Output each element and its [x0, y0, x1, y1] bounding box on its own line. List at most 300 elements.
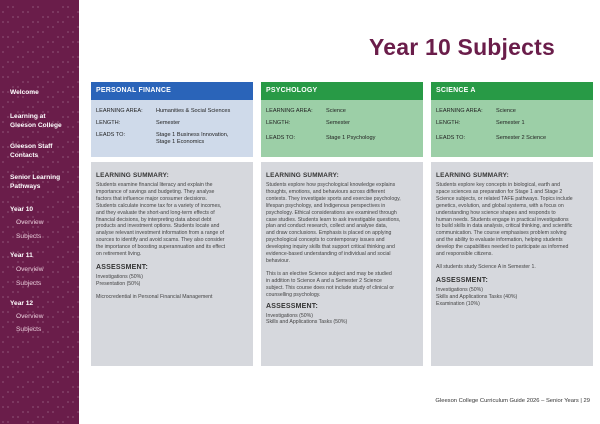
sidebar-pattern-dot — [32, 6, 34, 8]
sidebar-pattern-dot — [77, 41, 79, 43]
sidebar-pattern-dot — [57, 91, 59, 93]
sidebar-pattern-dot — [62, 321, 64, 323]
sidebar-pattern-dot — [67, 226, 69, 228]
sidebar-pattern-dot — [17, 86, 19, 88]
sidebar-pattern-dot — [27, 26, 29, 28]
sidebar-pattern-dot — [52, 271, 54, 273]
sidebar-pattern-dot — [47, 316, 49, 318]
sidebar-pattern-dot — [32, 131, 34, 133]
sidebar-pattern-dot — [7, 296, 9, 298]
sidebar-pattern-dot — [52, 381, 54, 383]
sidebar-pattern-dot — [7, 156, 9, 158]
sidebar-pattern-dot — [62, 61, 64, 63]
learning-summary-text — [96, 182, 248, 258]
nav-year11-overview[interactable]: Overview — [16, 266, 44, 273]
nav-senior-pathways[interactable] — [10, 174, 60, 191]
sidebar-pattern-dot — [32, 76, 34, 78]
sidebar-pattern-dot — [2, 406, 4, 408]
sidebar-pattern-dot — [2, 241, 4, 243]
sidebar-pattern-dot — [62, 76, 64, 78]
learning-summary-heading: LEARNING SUMMARY: — [436, 172, 509, 179]
sidebar-pattern-dot — [17, 196, 19, 198]
summary-line: contexts. They investigate sports and exercise psychology, — [266, 195, 401, 202]
sidebar-pattern-dot — [47, 246, 49, 248]
sidebar-pattern-dot — [42, 346, 44, 348]
sidebar-pattern-dot — [52, 66, 54, 68]
sidebar-pattern-dot — [27, 421, 29, 423]
sidebar-pattern-dot — [12, 196, 14, 198]
sidebar-pattern-dot — [17, 401, 19, 403]
sidebar-pattern-dot — [22, 11, 24, 13]
meta-value: Stage 1 Psychology — [326, 135, 376, 141]
sidebar-pattern-dot — [42, 321, 44, 323]
sidebar-pattern-dot — [7, 61, 9, 63]
sidebar-pattern-dot — [62, 36, 64, 38]
sidebar-pattern-dot — [62, 146, 64, 148]
sidebar-pattern-dot — [47, 71, 49, 73]
sidebar-pattern-dot — [47, 346, 49, 348]
sidebar-pattern-dot — [67, 391, 69, 393]
sidebar-pattern-dot — [52, 96, 54, 98]
sidebar-pattern-dot — [62, 46, 64, 48]
sidebar-pattern-dot — [47, 81, 49, 83]
sidebar-pattern-dot — [77, 121, 79, 123]
sidebar-pattern-dot — [42, 211, 44, 213]
sidebar-pattern-dot — [67, 211, 69, 213]
sidebar-pattern-dot — [42, 276, 44, 278]
summary-line: Students explore key concepts in biological, earth and — [436, 182, 561, 188]
sidebar-pattern-dot — [52, 11, 54, 13]
sidebar-pattern-dot — [47, 41, 49, 43]
sidebar-pattern-dot — [2, 271, 4, 273]
sidebar-pattern-dot — [72, 331, 74, 333]
subject-meta — [261, 100, 423, 157]
sidebar-pattern-dot — [72, 141, 74, 143]
sidebar-pattern-dot — [52, 106, 54, 108]
sidebar-pattern-dot — [2, 231, 4, 233]
sidebar-pattern-dot — [72, 206, 74, 208]
meta-key: LENGTH: — [96, 120, 121, 126]
sidebar-pattern-dot — [12, 336, 14, 338]
sidebar-pattern-dot — [57, 51, 59, 53]
sidebar-pattern-dot — [62, 351, 64, 353]
sidebar-pattern-dot — [2, 76, 4, 78]
sidebar-pattern-dot — [67, 116, 69, 118]
sidebar-pattern-dot — [67, 281, 69, 283]
learning-summary-heading: LEARNING SUMMARY: — [266, 172, 339, 179]
sidebar-pattern-dot — [77, 396, 79, 398]
summary-line: evidence-based understanding of individual and social — [266, 251, 391, 258]
sidebar-pattern-dot — [22, 411, 24, 413]
sidebar-pattern-dot — [2, 366, 4, 368]
sidebar-pattern-dot — [7, 21, 9, 23]
sidebar-pattern-dot — [2, 341, 4, 343]
sidebar-pattern-dot — [37, 241, 39, 243]
sidebar-pattern-dot — [2, 186, 4, 188]
sidebar-pattern-dot — [72, 41, 74, 43]
sidebar-pattern-dot — [52, 231, 54, 233]
sidebar-pattern-dot — [62, 21, 64, 23]
sidebar-pattern-dot — [7, 241, 9, 243]
assessment-item: Investigations (50%) — [436, 286, 483, 293]
summary-line: analyse relevant investment information from a range of — [96, 230, 225, 237]
sidebar-pattern-dot — [42, 16, 44, 18]
sidebar-pattern-dot — [12, 391, 14, 393]
sidebar-pattern-dot — [77, 261, 79, 263]
sidebar-pattern-dot — [77, 221, 79, 223]
sidebar-pattern-dot — [77, 301, 79, 303]
sidebar-pattern-dot — [2, 11, 4, 13]
sidebar-pattern-dot — [37, 21, 39, 23]
sidebar-pattern-dot — [52, 216, 54, 218]
sidebar-pattern-dot — [37, 196, 39, 198]
sidebar — [0, 0, 79, 424]
sidebar-pattern-dot — [67, 101, 69, 103]
sidebar-pattern-dot — [2, 351, 4, 353]
sidebar-pattern-dot — [52, 161, 54, 163]
sidebar-pattern-dot — [17, 276, 19, 278]
meta-value: Science — [496, 108, 516, 114]
sidebar-pattern-dot — [7, 131, 9, 133]
sidebar-pattern-dot — [47, 411, 49, 413]
sidebar-pattern-dot — [77, 341, 79, 343]
sidebar-pattern-dot — [2, 66, 4, 68]
sidebar-pattern-dot — [77, 386, 79, 388]
sidebar-pattern-dot — [77, 26, 79, 28]
meta-value: Semester — [326, 120, 350, 126]
page-footer: Gleeson College Curriculum Guide 2026 – Senior Years | 29 — [435, 398, 590, 404]
science-a-note: All students study Science A in Semester 1. — [436, 263, 536, 270]
summary-line: thoughts, emotions, and behaviours across different — [266, 188, 386, 195]
sidebar-pattern-dot — [62, 406, 64, 408]
sidebar-pattern-dot — [77, 66, 79, 68]
sidebar-pattern-dot — [67, 306, 69, 308]
nav-year11-subjects[interactable]: Subjects — [16, 280, 42, 287]
sidebar-pattern-dot — [37, 86, 39, 88]
sidebar-pattern-dot — [57, 341, 59, 343]
sidebar-pattern-dot — [17, 261, 19, 263]
sidebar-pattern-dot — [22, 356, 24, 358]
summary-line: and draw conclusions. Emphasis is placed on applying — [266, 230, 392, 237]
sidebar-pattern-dot — [52, 371, 54, 373]
sidebar-pattern-dot — [67, 376, 69, 378]
summary-line: to build skills in data analysis, critical thinking, and scientific — [436, 223, 573, 230]
sidebar-pattern-dot — [17, 416, 19, 418]
microcredential-note: Microcredential in Personal Financial Management — [96, 293, 213, 300]
sidebar-pattern-dot — [57, 106, 59, 108]
sidebar-pattern-dot — [57, 326, 59, 328]
nav-senior-line1: Senior Learning — [10, 174, 61, 181]
sidebar-pattern-dot — [12, 266, 14, 268]
sidebar-pattern-dot — [2, 396, 4, 398]
sidebar-pattern-dot — [17, 291, 19, 293]
sidebar-pattern-dot — [57, 256, 59, 258]
meta-key: LEARNING AREA: — [266, 108, 313, 114]
sidebar-pattern-dot — [2, 131, 4, 133]
sidebar-pattern-dot — [17, 346, 19, 348]
meta-value: Humanities & Social Sciences — [156, 108, 231, 114]
sidebar-pattern-dot — [57, 421, 59, 423]
sidebar-pattern-dot — [62, 311, 64, 313]
learning-summary-heading: LEARNING SUMMARY: — [96, 172, 169, 179]
sidebar-pattern-dot — [77, 286, 79, 288]
sidebar-pattern-dot — [22, 191, 24, 193]
summary-line: developing inquiry skills that support critical thinking and — [266, 244, 395, 251]
sidebar-pattern-dot — [7, 311, 9, 313]
sidebar-pattern-dot — [7, 421, 9, 423]
sidebar-pattern-dot — [62, 266, 64, 268]
sidebar-pattern-dot — [22, 26, 24, 28]
nav-staff-contacts[interactable] — [10, 143, 53, 160]
sidebar-pattern-dot — [67, 156, 69, 158]
sidebar-pattern-dot — [62, 256, 64, 258]
sidebar-pattern-dot — [77, 136, 79, 138]
sidebar-pattern-dot — [47, 26, 49, 28]
sidebar-pattern-dot — [7, 226, 9, 228]
sidebar-pattern-dot — [12, 31, 14, 33]
sidebar-pattern-dot — [12, 291, 14, 293]
subject-body — [261, 162, 423, 366]
sidebar-pattern-dot — [72, 401, 74, 403]
nav-learning-at-gleeson[interactable] — [10, 113, 62, 130]
nav-senior-line2: Pathways — [10, 182, 41, 190]
leads-to-line: Stage 1 Business Innovation, — [156, 132, 229, 138]
sidebar-pattern-dot — [2, 256, 4, 258]
sidebar-pattern-dot — [27, 106, 29, 108]
sidebar-pattern-dot — [27, 11, 29, 13]
sidebar-pattern-dot — [7, 406, 9, 408]
sidebar-pattern-dot — [32, 21, 34, 23]
summary-line: factors that influence major consumer decisions. — [96, 195, 208, 202]
nav-year12[interactable]: Year 12 — [10, 300, 34, 307]
sidebar-pattern-dot — [72, 416, 74, 418]
sidebar-pattern-dot — [47, 166, 49, 168]
sidebar-pattern-dot — [2, 51, 4, 53]
sidebar-pattern-dot — [17, 361, 19, 363]
sidebar-pattern-dot — [42, 71, 44, 73]
sidebar-pattern-dot — [37, 296, 39, 298]
sidebar-pattern-dot — [57, 216, 59, 218]
summary-line: importance of savings and budgeting. They analyse — [96, 188, 215, 195]
sidebar-pattern-dot — [7, 201, 9, 203]
sidebar-pattern-dot — [47, 261, 49, 263]
sidebar-pattern-dot — [47, 401, 49, 403]
sidebar-pattern-dot — [32, 296, 34, 298]
sidebar-pattern-dot — [52, 286, 54, 288]
sidebar-pattern-dot — [12, 226, 14, 228]
sidebar-pattern-dot — [2, 201, 4, 203]
note-line: in addition to Science A and a Semester 2 Science — [266, 277, 382, 284]
subject-header: SCIENCE A — [431, 82, 593, 100]
nav-year10-overview[interactable]: Overview — [16, 219, 44, 226]
sidebar-pattern-dot — [72, 31, 74, 33]
sidebar-pattern-dot — [37, 101, 39, 103]
sidebar-pattern-dot — [47, 16, 49, 18]
sidebar-pattern-dot — [67, 321, 69, 323]
sidebar-pattern-dot — [2, 21, 4, 23]
sidebar-pattern-dot — [62, 6, 64, 8]
leads-to-line: Stage 1 Economics — [156, 139, 205, 145]
sidebar-pattern-dot — [47, 96, 49, 98]
sidebar-pattern-dot — [42, 306, 44, 308]
learning-summary-text — [436, 182, 588, 258]
sidebar-pattern-dot — [2, 286, 4, 288]
sidebar-pattern-dot — [2, 326, 4, 328]
sidebar-pattern-dot — [67, 251, 69, 253]
sidebar-pattern-dot — [27, 136, 29, 138]
sidebar-pattern-dot — [32, 51, 34, 53]
sidebar-pattern-dot — [72, 181, 74, 183]
sidebar-pattern-dot — [7, 281, 9, 283]
summary-line: and the ability to evaluate information, helping students — [436, 237, 563, 244]
nav-learning-line1: Learning at — [10, 113, 46, 120]
sidebar-pattern-dot — [52, 246, 54, 248]
sidebar-pattern-dot — [67, 171, 69, 173]
sidebar-pattern-dot — [77, 206, 79, 208]
sidebar-pattern-dot — [72, 251, 74, 253]
sidebar-pattern-dot — [57, 66, 59, 68]
sidebar-pattern-dot — [42, 101, 44, 103]
nav-welcome[interactable]: Welcome — [10, 89, 39, 96]
sidebar-pattern-dot — [42, 401, 44, 403]
sidebar-pattern-dot — [42, 291, 44, 293]
sidebar-pattern-dot — [52, 341, 54, 343]
sidebar-pattern-dot — [67, 61, 69, 63]
sidebar-pattern-dot — [62, 91, 64, 93]
sidebar-pattern-dot — [7, 351, 9, 353]
elective-note — [266, 271, 418, 299]
sidebar-pattern-dot — [77, 151, 79, 153]
sidebar-pattern-dot — [47, 206, 49, 208]
sidebar-pattern-dot — [72, 276, 74, 278]
sidebar-pattern-dot — [32, 366, 34, 368]
summary-line: plan and conduct research, collect and analyse data, — [266, 223, 388, 230]
sidebar-pattern-dot — [77, 316, 79, 318]
summary-line: understanding how science shapes and responds to — [436, 209, 556, 216]
sidebar-pattern-dot — [12, 376, 14, 378]
sidebar-pattern-dot — [42, 46, 44, 48]
sidebar-pattern-dot — [62, 281, 64, 283]
sidebar-pattern-dot — [12, 281, 14, 283]
sidebar-pattern-dot — [62, 421, 64, 423]
sidebar-pattern-dot — [37, 171, 39, 173]
nav-year10[interactable]: Year 10 — [10, 206, 34, 213]
subject-card-science-a — [431, 82, 593, 366]
sidebar-pattern-dot — [72, 306, 74, 308]
sidebar-pattern-dot — [52, 396, 54, 398]
summary-line: and responsible citizens. — [436, 251, 493, 258]
sidebar-pattern-dot — [62, 241, 64, 243]
summary-line: communication. The course emphasises problem solving — [436, 230, 567, 237]
sidebar-pattern-dot — [37, 6, 39, 8]
sidebar-pattern-dot — [42, 236, 44, 238]
sidebar-pattern-dot — [27, 36, 29, 38]
sidebar-pattern-dot — [22, 81, 24, 83]
sidebar-pattern-dot — [47, 356, 49, 358]
nav-staff-line2: Contacts — [10, 151, 39, 159]
sidebar-pattern-dot — [72, 386, 74, 388]
meta-value: Semester 2 Science — [496, 135, 547, 141]
sidebar-pattern-dot — [27, 81, 29, 83]
subject-body — [431, 162, 593, 366]
note-line: subject. This course does not include study of clinical or — [266, 284, 394, 291]
assessment-heading: ASSESSMENT: — [266, 302, 318, 310]
subject-header: PSYCHOLOGY — [261, 82, 423, 100]
sidebar-pattern-dot — [22, 166, 24, 168]
sidebar-pattern-dot — [72, 361, 74, 363]
meta-value: Science — [326, 108, 346, 114]
sidebar-pattern-dot — [77, 56, 79, 58]
subject-card-personal-finance — [91, 82, 253, 366]
sidebar-pattern-dot — [67, 46, 69, 48]
assessment-item: Skills and Applications Tasks (50%) — [266, 319, 348, 326]
note-line: This is an elective Science subject and may be studied — [266, 270, 392, 277]
meta-key: LEADS TO: — [96, 132, 126, 138]
sidebar-pattern-dot — [22, 136, 24, 138]
sidebar-pattern-dot — [47, 276, 49, 278]
sidebar-pattern-dot — [2, 106, 4, 108]
sidebar-pattern-dot — [52, 261, 54, 263]
sidebar-pattern-dot — [32, 36, 34, 38]
sidebar-pattern-dot — [7, 146, 9, 148]
assessment-item: Presentation (50%) — [96, 280, 141, 287]
sidebar-pattern-dot — [67, 196, 69, 198]
sidebar-pattern-dot — [67, 416, 69, 418]
sidebar-pattern-dot — [72, 316, 74, 318]
sidebar-pattern-dot — [72, 371, 74, 373]
meta-key: LEARNING AREA: — [96, 108, 143, 114]
sidebar-pattern-dot — [72, 86, 74, 88]
nav-year11[interactable]: Year 11 — [10, 252, 33, 259]
sidebar-pattern-dot — [62, 116, 64, 118]
sidebar-pattern-dot — [7, 256, 9, 258]
sidebar-pattern-dot — [47, 236, 49, 238]
sidebar-pattern-dot — [77, 96, 79, 98]
summary-line: space sciences as preparation for Stage 1 and Stage 2 — [436, 188, 563, 195]
summary-line: products and investment options. Students locate and — [96, 223, 220, 230]
nav-year12-overview[interactable]: Overview — [16, 313, 44, 320]
sidebar-pattern-dot — [7, 91, 9, 93]
nav-year12-subjects[interactable]: Subjects — [16, 326, 42, 333]
sidebar-pattern-dot — [32, 216, 34, 218]
learning-summary-text — [266, 182, 418, 265]
sidebar-pattern-dot — [42, 251, 44, 253]
sidebar-pattern-dot — [77, 276, 79, 278]
sidebar-pattern-dot — [7, 101, 9, 103]
sidebar-pattern-dot — [47, 386, 49, 388]
meta-value — [156, 132, 256, 146]
nav-year10-subjects[interactable]: Subjects — [16, 233, 42, 240]
sidebar-pattern-dot — [7, 376, 9, 378]
sidebar-pattern-dot — [42, 376, 44, 378]
subject-body — [91, 162, 253, 366]
summary-line: psychology. Ethical considerations are examined through — [266, 209, 397, 216]
sidebar-pattern-dot — [67, 6, 69, 8]
sidebar-pattern-dot — [37, 391, 39, 393]
sidebar-pattern-dot — [7, 6, 9, 8]
summary-line: Students calculate income tax for a variety of incomes, — [96, 202, 222, 209]
sidebar-pattern-dot — [2, 421, 4, 423]
sidebar-pattern-dot — [12, 321, 14, 323]
sidebar-pattern-dot — [72, 166, 74, 168]
sidebar-pattern-dot — [27, 161, 29, 163]
nav-learning-line2: Gleeson College — [10, 121, 62, 129]
sidebar-pattern-dot — [22, 386, 24, 388]
sidebar-pattern-dot — [62, 131, 64, 133]
sidebar-pattern-dot — [37, 321, 39, 323]
summary-line: psychological concepts to contemporary issues and — [266, 237, 385, 244]
sidebar-pattern-dot — [27, 216, 29, 218]
